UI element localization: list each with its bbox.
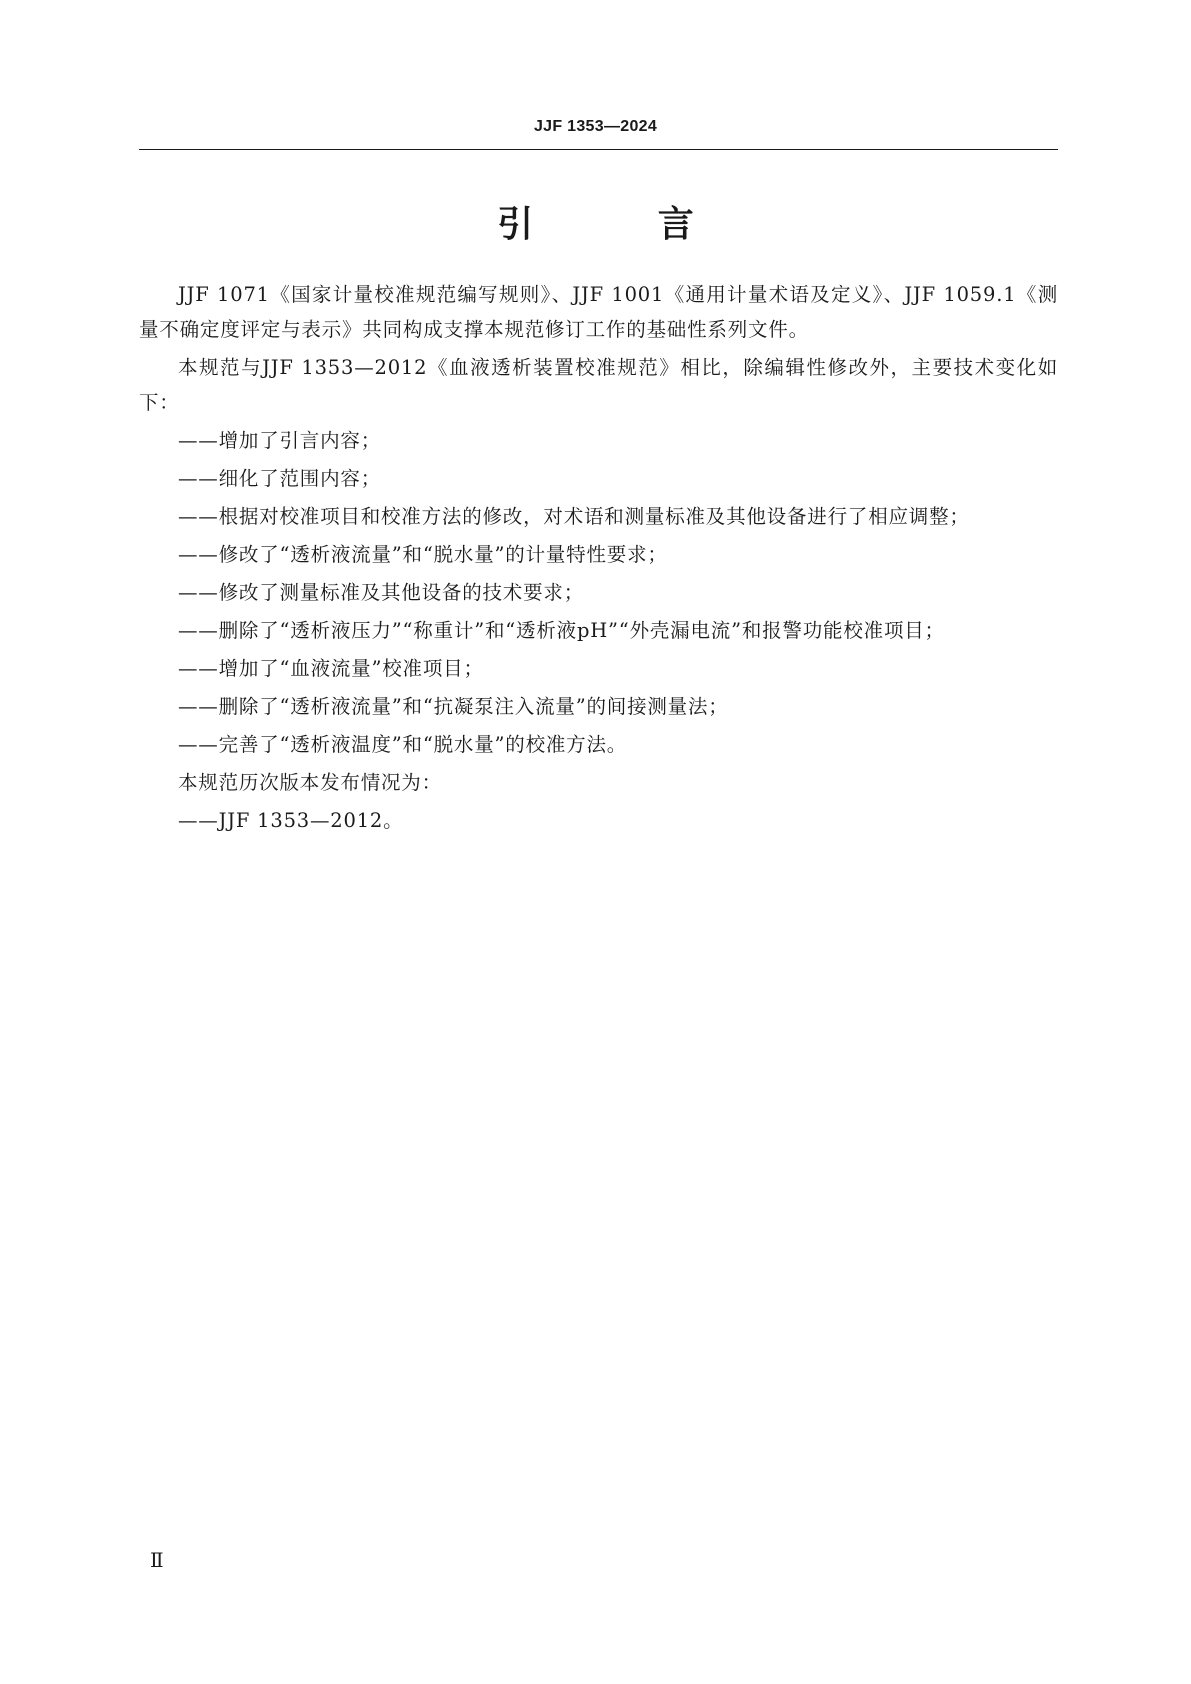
header-rule	[139, 149, 1058, 150]
change-item: ——增加了“血液流量”校准项目；	[178, 657, 484, 680]
change-item: ——细化了范围内容；	[178, 467, 381, 490]
change-item: ——增加了引言内容；	[178, 429, 381, 452]
change-item: ——修改了测量标准及其他设备的技术要求；	[178, 581, 585, 604]
page-number: Ⅱ	[150, 1548, 164, 1572]
change-item: ——修改了“透析液流量”和“脱水量”的计量特性要求；	[178, 543, 668, 566]
paragraph-changes-intro: 本规范与JJF 1353—2012《血液透析装置校准规范》相比，除编辑性修改外，主要技术变化如下：	[139, 356, 1058, 414]
body-text	[139, 277, 1058, 841]
paragraph-references: JJF 1071《国家计量校准规范编写规则》、JJF 1001《通用计量术语及定义》、JJF 1059.1《测量不确定度评定与表示》共同构成支撑本规范修订工作的基础性系列文件。	[139, 283, 1058, 341]
change-item: ——完善了“透析液温度”和“脱水量”的校准方法。	[178, 733, 628, 756]
section-title: 引 言	[497, 204, 750, 245]
change-item: ——删除了“透析液压力”“称重计”和“透析液pH”“外壳漏电流”和报警功能校准项目；	[178, 619, 945, 642]
running-header: JJF 1353—2024	[533, 118, 658, 135]
history-item: ——JJF 1353—2012。	[178, 809, 404, 832]
change-item: ——删除了“透析液流量”和“抗凝泵注入流量”的间接测量法；	[178, 695, 729, 718]
change-item: ——根据对校准项目和校准方法的修改，对术语和测量标准及其他设备进行了相应调整；	[178, 505, 970, 528]
paragraph-history-intro: 本规范历次版本发布情况为：	[178, 771, 442, 794]
